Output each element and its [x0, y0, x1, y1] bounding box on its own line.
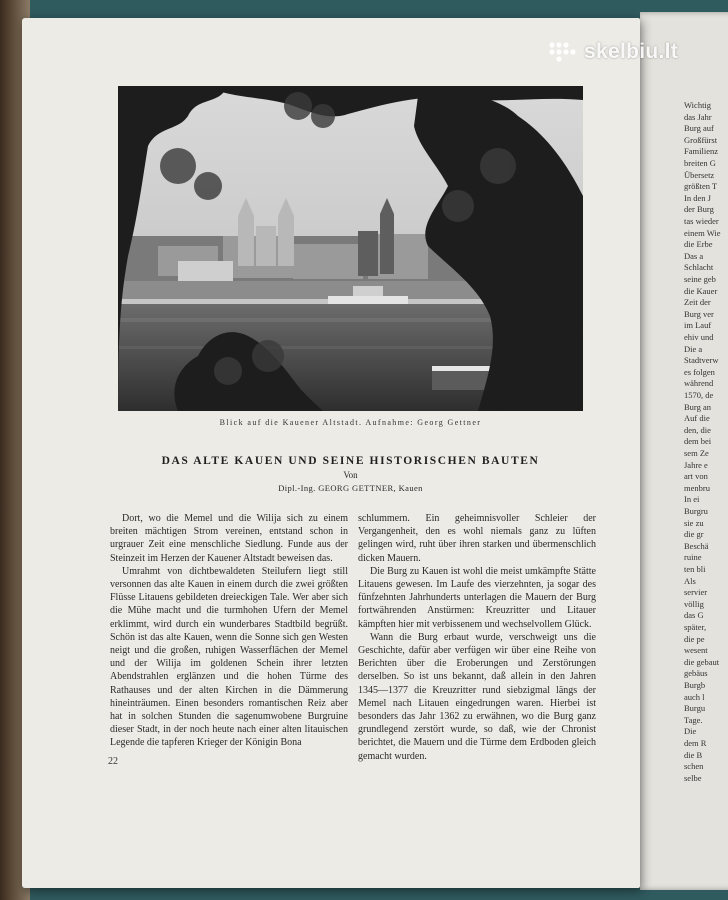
next-page-text-fragment: Familienz [684, 146, 718, 157]
next-page-text-fragment: die Kauer [684, 285, 718, 296]
next-page-text-fragment: die gr [684, 529, 704, 540]
next-page-text-fragment: Das a [684, 250, 704, 261]
next-page-text-fragment: servier [684, 587, 708, 598]
next-page-text-fragment: dem R [684, 738, 707, 748]
next-page-text-fragment: Jahre e [684, 459, 708, 470]
next-page-text-fragment: das G [684, 610, 704, 621]
next-page-text-fragment: Zeit der [684, 297, 711, 308]
next-page-text-fragment: In den J [684, 192, 711, 203]
paragraph: Die Burg zu Kauen ist wohl die meist umkämpfte Stätte Litauens gewesen. Im Laufe des vierzehnten, ja sogar des fünfzehnten Jahrhunderts unterlagen die Mauern der Burg fortwährenden Anstürmen: Kreuzritter und Litauer kämpften hier mit verbissenem und wechselvollem Glück. [358, 565, 596, 630]
next-page-text-fragment: Burgu [684, 703, 706, 714]
next-page-text-fragment: es folgen [684, 366, 715, 377]
next-page-text-fragment: Stadtverw [684, 355, 719, 366]
next-page-text-fragment: auch l [684, 691, 705, 702]
next-page-text-fragment: Als [684, 575, 696, 586]
next-page-text-fragment: Burg auf [684, 123, 714, 134]
next-page-text-fragment: der Burg [684, 204, 714, 215]
next-page-text-fragment: dem bei [684, 436, 712, 447]
next-page-text-fragment: Schlacht [684, 262, 714, 273]
next-page-edge [640, 12, 728, 890]
next-page-text-fragment: im Lauf [684, 320, 712, 331]
next-page-text-fragment: während [684, 378, 714, 389]
next-page-text-fragment: sie zu [684, 517, 704, 528]
photo-kauen-old-town [118, 86, 583, 411]
next-page-text-fragment: die gebaut [684, 656, 720, 667]
paragraph: Wann die Burg erbaut wurde, verschweigt uns die Geschichte, dafür aber verfügen wir über eine Reihe von Berichten über die Eroberungen und Zerstörungen derselben. So ist uns bekannt, daß allein in den Jahren 1345—1377 die Kreuzritter rund siebzigmal längs der Memel nach Litauen eingedrungen waren. Hierbei ist besonders das Jahr 1362 zu erwähnen, wo die Burg ganz grundlegend zerstört wurde, so daß, wie der Chronist berichtet, die Mauern und die Türme dem Erdboden gleich gemacht wurden. [358, 631, 596, 762]
paragraph: Dort, wo die Memel und die Wilija sich zu einem breiten mächtigen Strom vereinen, entstand schon in urgrauer Zeit eine menschliche Siedlung. Funde aus der Steinzeit im Herzen der Kauener Altstadt beweisen das. [110, 513, 348, 564]
next-page-text-fragment: Burgru [684, 506, 708, 516]
next-page-text-fragment: wesent [684, 645, 708, 656]
next-page-text-fragment: selbe [684, 772, 702, 783]
paragraph: Umrahmt von dichtbewaldeten Steilufern liegt still versonnen das alte Kauen in einem durch die zwei größten Flüsse Litauens gebildeten dreieckigen Tale. Wer aber sich die Mühe macht und die turmhohen Ufern der Memel erklimmt, wird durch ein wunderbares Stadtbild begrüßt. Schön ist das alte Kauen, wenn die Sonne sich gen Westen neigt und die großen, ruhigen Wasserflächen der Memel und der Wilija im goldenen Schein ihrer letzten Abendstrahlen erglänzen und die hohen Türme des Rathauses und der alten Kirchen in die Dämmerung hineinträumen. Einen besonders romantischen Reiz aber hat in solchen Stunden die sagenumwobene Burgruine dieser Stadt, in der noch heute nach einer alten litauischen Legende die tapferen Krieger der Königin Bona [110, 565, 348, 749]
next-page-text-fragment: 1570, de [684, 390, 714, 400]
next-page-text-fragment: völlig [684, 598, 704, 609]
next-page-text-fragment: später, [684, 622, 707, 632]
watermark-text: skelbiu.lt [584, 40, 679, 63]
next-page-text-fragment: das Jahr [684, 111, 712, 122]
watermark-dots-icon [548, 41, 578, 63]
next-page-text-fragment: Wichtig [684, 100, 712, 110]
article-title: DAS ALTE KAUEN UND SEINE HISTORISCHEN BAUTEN [161, 455, 540, 467]
next-page-text-fragment: einem Wie [684, 227, 721, 238]
next-page-text-fragment: Beschä [684, 540, 709, 551]
byline-von: Von [343, 470, 358, 480]
photo-caption: Blick auf die Kauener Altstadt. Aufnahme: Georg Gettner [219, 418, 482, 427]
next-page-text-fragment: größten T [684, 181, 718, 192]
next-page-text-fragment: schen [684, 761, 704, 772]
next-page-text-fragment: Tage. [684, 714, 703, 725]
next-page-text-fragment: sem Ze [684, 448, 709, 458]
next-page-text-fragment: Großfürst [684, 134, 718, 145]
next-page-text-fragment: den, die [684, 424, 711, 435]
article-author: Dipl.-Ing. GEORG GETTNER, Kauen [278, 483, 423, 493]
next-page-text-fragment: menbru [684, 482, 710, 493]
next-page-text-fragment: Burg ver [684, 308, 714, 319]
next-page-text-fragment: Die [684, 726, 697, 737]
next-page-text-fragment: die B [684, 749, 703, 760]
next-page-text-fragment: seine geb [684, 274, 716, 284]
article-column-left [110, 512, 348, 750]
next-page-text-fragment: ten bli [684, 564, 706, 574]
next-page-text-fragment: Burg an [684, 401, 711, 412]
next-page-text-fragment: die Erbe [684, 239, 713, 250]
next-page-text-fragment: ehiv und [684, 332, 714, 342]
next-page-text-fragment: ruine [684, 552, 702, 563]
next-page-text-fragment: die pe [684, 633, 705, 644]
next-page-text-fragment: Die a [684, 343, 703, 354]
article-column-right [358, 512, 596, 763]
next-page-text-fragment: Übersetz [684, 169, 715, 180]
watermark [548, 40, 678, 64]
next-page-text-fragment: breiten G [684, 158, 716, 168]
paragraph: schlummern. Ein geheimnisvoller Schleier der Vergangenheit, den es wohl niemals ganz zu lüften gelingen wird, ruht über ihren starken und übermenschlich dicken Mauern. [358, 513, 596, 564]
next-page-text-fragment: Auf die [684, 413, 710, 424]
next-page-text-fragment: tas wieder [684, 216, 719, 226]
next-page-text-fragment: Burgb [684, 680, 706, 690]
next-page-text-fragment: gebäus [684, 668, 708, 679]
next-page-text-fragment: In ei [684, 494, 700, 505]
page-number: 22 [108, 756, 118, 767]
next-page-text-fragment: art von [684, 471, 708, 482]
